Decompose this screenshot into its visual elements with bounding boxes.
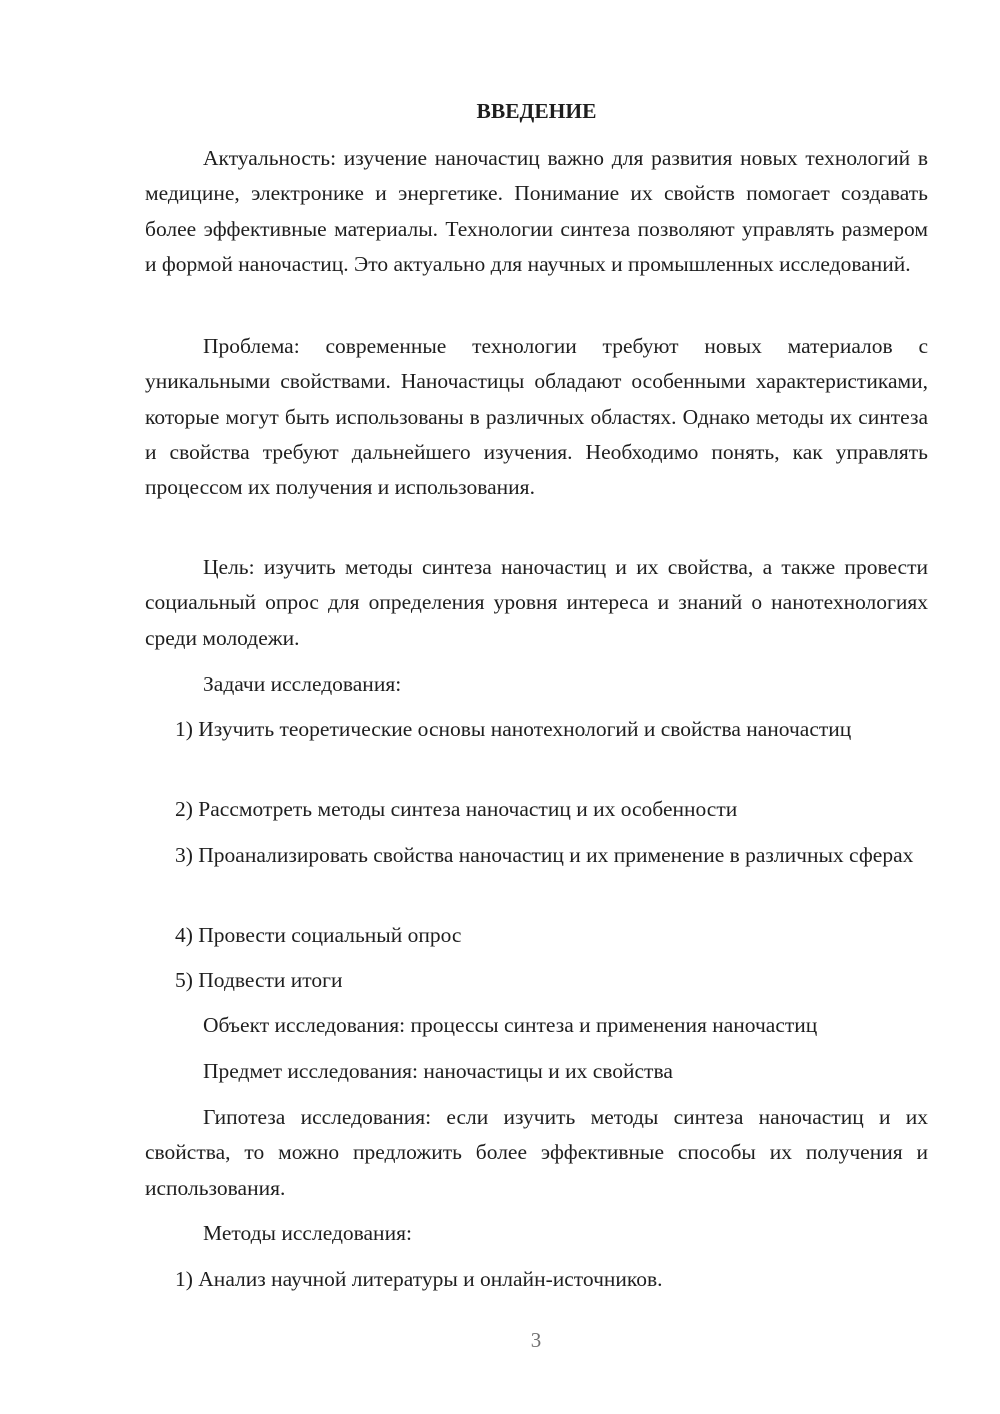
task-item-4: 4) Провести социальный опрос — [175, 923, 462, 947]
methods-heading: Методы исследования: — [203, 1221, 412, 1245]
task-item-2: 2) Рассмотреть методы синтеза наночастиц и их особенности — [175, 797, 738, 821]
task-item-3: 3) Проанализировать свойства наночастиц и их применение в различных сферах — [175, 843, 914, 867]
research-object: Объект исследования: процессы синтеза и применения наночастиц — [203, 1013, 818, 1037]
research-subject: Предмет исследования: наночастицы и их свойства — [203, 1059, 673, 1083]
task-item-1: 1) Изучить теоретические основы нанотехнологий и свойства наночастиц — [175, 717, 852, 741]
goal-paragraph: Цель: изучить методы синтеза наночастиц и их свойства, а также провести социальный опрос для определения уровня интереса и знаний о нанотехнологиях среди молодежи. — [145, 555, 928, 650]
actuality-paragraph: Актуальность: изучение наночастиц важно для развития новых технологий в медицине, электронике и энергетике. Понимание их свойств помогает создавать более эффективные материалы. Технологии синтеза позволяют управлять размером и формой наночастиц. Это актуально для научных и промышленных исследований. — [145, 146, 928, 276]
method-item-1: 1) Анализ научной литературы и онлайн-источников. — [175, 1267, 663, 1291]
page-number: 3 — [530, 1328, 542, 1352]
section-heading: ВВЕДЕНИЕ — [476, 99, 597, 123]
tasks-heading: Задачи исследования: — [203, 672, 402, 696]
research-hypothesis: Гипотеза исследования: если изучить методы синтеза наночастиц и их свойства, то можно предложить более эффективные способы их получения и использования. — [145, 1105, 928, 1200]
problem-paragraph: Проблема: современные технологии требуют новых материалов с уникальными свойствами. Наночастицы обладают особенными характеристиками, которые могут быть использованы в различных областях. Однако методы их синтеза и свойства требуют дальнейшего изучения. Необходимо понять, как управлять процессом их получения и использования. — [145, 334, 928, 500]
task-item-5: 5) Подвести итоги — [175, 968, 343, 992]
